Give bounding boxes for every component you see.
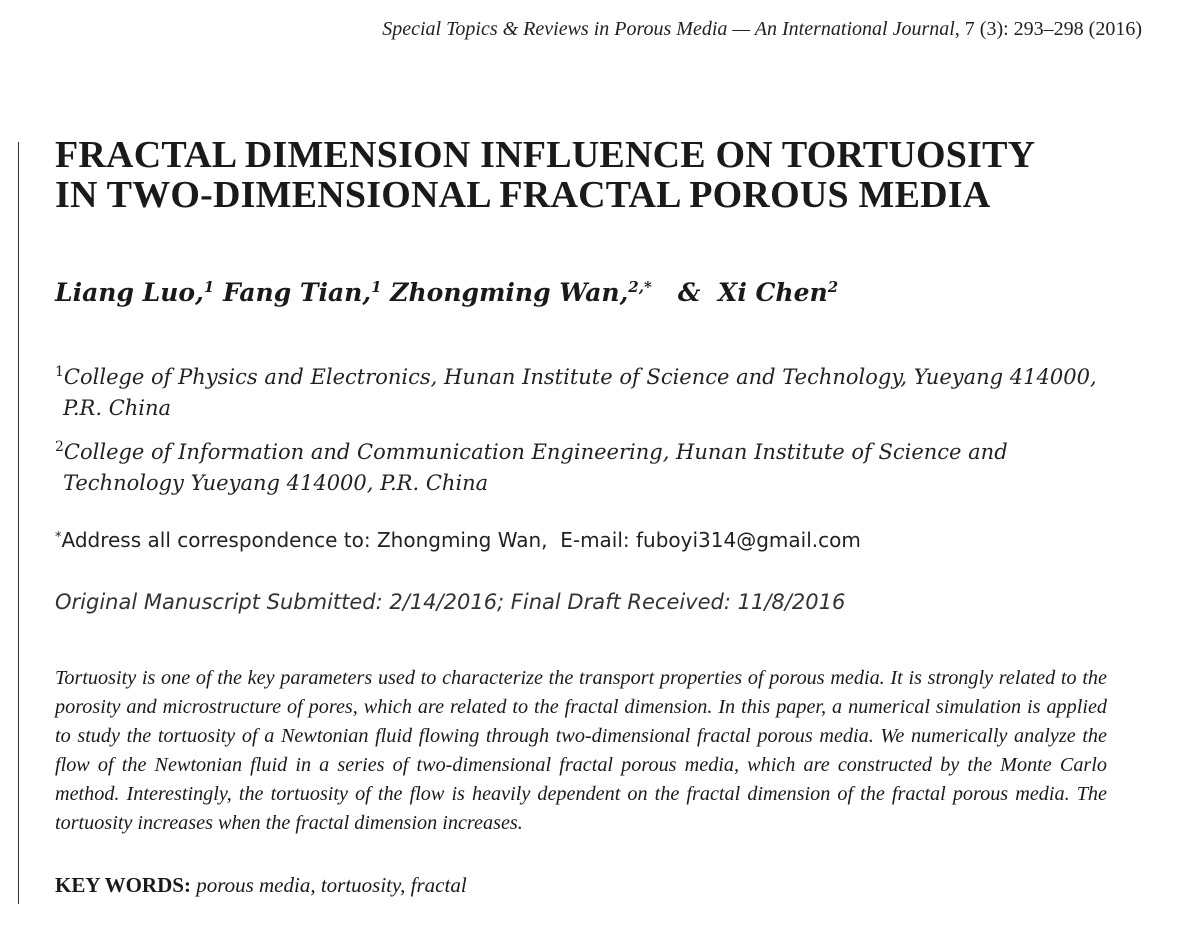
affiliation-1 xyxy=(55,362,1135,424)
affiliation-2 xyxy=(55,437,1135,499)
journal-citation: , 7 (3): 293–298 (2016) xyxy=(954,18,1142,40)
abstract: Tortuosity is one of the key parameters used to characterize the transport properties of porous media. It is strongly related to the porosity and microstructure of pores, which are related to the fractal dimension. In this paper, a numerical simulation is applied to study the tortuosity of a Newtonian fluid flowing through two-dimensional fractal porous media. We numerically analyze the flow of the Newtonian fluid in a series of two-dimensional fractal porous media, which are constructed by the Monte Carlo method. Interestingly, the tortuosity of the flow is heavily dependent on the fractal dimension of the fractal porous media. The tortuosity increases when the fractal dimension increases. xyxy=(55,667,1107,834)
correspondence-text: Address all correspondence to: Zhongming Wan, xyxy=(61,528,548,552)
keywords xyxy=(55,873,467,898)
author-affiliation-marker: 2,* xyxy=(628,278,652,296)
author-affiliation-marker: 1 xyxy=(371,278,382,296)
affiliation-text: Technology Yueyang 414000, P.R. China xyxy=(63,471,489,495)
correspondence-marker: * xyxy=(55,530,62,545)
author-list xyxy=(55,278,838,307)
author-name: Liang Luo, xyxy=(55,278,204,307)
author-affiliation-marker: 1 xyxy=(203,278,215,296)
title-line-2: IN TWO-DIMENSIONAL FRACTAL POROUS MEDIA xyxy=(55,174,991,216)
paper-title xyxy=(55,135,1145,215)
correspondence xyxy=(55,528,861,552)
margin-rule xyxy=(18,142,19,904)
author-name: Fang Tian, xyxy=(222,278,372,307)
affiliation-text: P.R. China xyxy=(63,396,172,420)
running-head xyxy=(382,18,1142,41)
affiliation-text: College of Information and Communication Engineering, Hunan Institute of Science and xyxy=(63,440,1008,464)
author-separator: & xyxy=(677,278,701,307)
author-name: Zhongming Wan, xyxy=(390,278,629,307)
author-name: Xi Chen xyxy=(717,278,828,307)
manuscript-dates: Original Manuscript Submitted: 2/14/2016; Final Draft Received: 11/8/2016 xyxy=(55,590,846,614)
keywords-label: KEY WORDS: xyxy=(55,873,191,897)
title-line-1: FRACTAL DIMENSION INFLUENCE ON TORTUOSITY xyxy=(55,134,1036,176)
author-affiliation-marker: 2 xyxy=(827,278,839,296)
correspondence-email[interactable]: E-mail: fuboyi314@gmail.com xyxy=(560,528,861,552)
affiliation-marker: 1 xyxy=(55,364,64,380)
keywords-values: porous media, tortuosity, fractal xyxy=(196,873,467,897)
affiliation-text: College of Physics and Electronics, Hunan Institute of Science and Technology, Yueyang 414000, xyxy=(63,365,1097,389)
affiliation-marker: 2 xyxy=(55,439,64,455)
journal-name: Special Topics & Reviews in Porous Media — An International Journal xyxy=(382,18,955,40)
